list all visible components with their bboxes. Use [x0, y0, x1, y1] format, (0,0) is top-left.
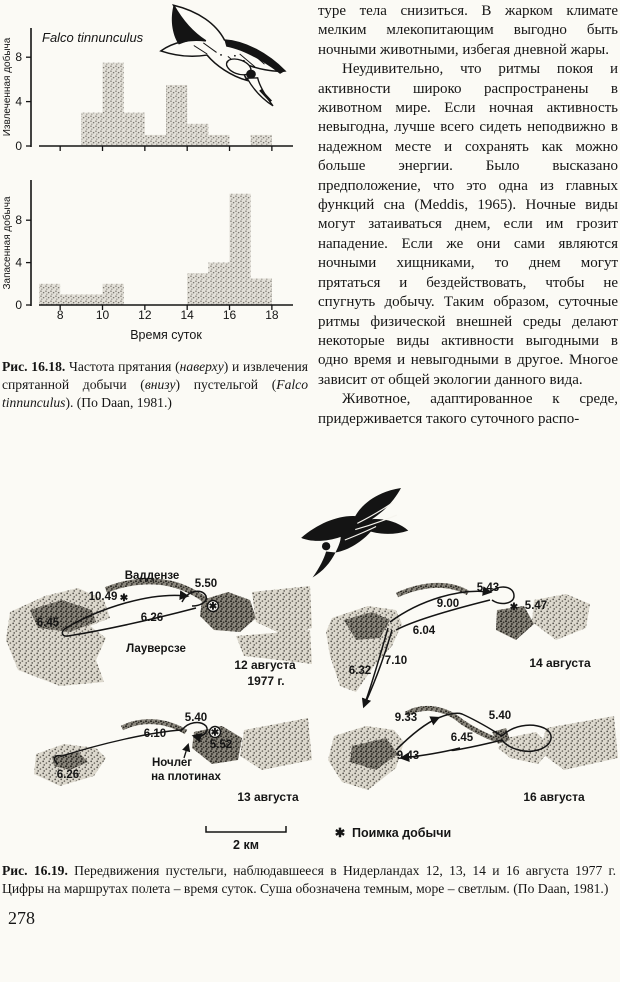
hist-bar [81, 113, 102, 146]
page-number: 278 [8, 908, 35, 928]
prey-capture-marker: ✱ [119, 593, 129, 604]
time-label: 5.47 [524, 600, 548, 612]
place-label-waddenzee: Ваддензе [124, 570, 180, 582]
hist-bar [166, 85, 187, 146]
time-label: 5.52 [209, 739, 233, 751]
caption-text: Частота прятания ( [65, 359, 180, 374]
time-label: 6.32 [348, 665, 372, 677]
time-label: 6.45 [450, 732, 474, 744]
legend-label: Поимка добычи [352, 826, 452, 840]
time-label: 10.49 [88, 591, 118, 603]
time-label: 5.40 [488, 710, 512, 722]
x-tick-label: 16 [222, 308, 237, 322]
falcon-head [322, 542, 330, 550]
place-label-lauwerszee: Лауверсзе [126, 643, 186, 655]
scale-bar [206, 826, 286, 852]
paragraph: Неудивительно, что ритмы покоя и активности широко распространены в животном мире. Если ночная активность невыгодна, лучше всего сидеть неподвижно в надежном месте и сохранять как можно больше энергии. Было высказано предположение, что это одна из главных функций сна (Meddis, 1965). Ночные виды могут затаиваться днем, если им грозит нападение. Если же они сами являются ночными хищниками, то днем могут прятаться и бездействовать, чтобы не спугнуть добычу. Таким образом, суточные ритмы физической внешней среды делают некоторые виды активности выгодными в одно время и невыгодными в другое. Многое зависит от общей экологии данного вида. [318, 61, 618, 388]
body-text-column [318, 2, 618, 454]
x-tick-label: 8 [56, 308, 64, 322]
y-tick-label: 4 [15, 94, 22, 109]
land-mass [240, 718, 312, 770]
hist-bar [230, 194, 251, 305]
time-label: 9.00 [436, 598, 460, 610]
x-tick-label: 18 [265, 308, 279, 322]
hist-bar [39, 284, 60, 305]
time-label: 5.50 [194, 578, 218, 590]
y-axis-label: Запасенная добыча [2, 196, 13, 290]
date-label: 16 августа [523, 790, 585, 804]
prey-capture-marker: ✱ [509, 602, 519, 613]
hist-bar [187, 273, 208, 305]
hist-bar [103, 284, 124, 305]
map-panel-aug14 [326, 582, 591, 706]
time-label: 6.45 [36, 617, 60, 629]
paragraph: Животное, адаптированное к среде, придерживается такого суточного распо- [318, 391, 618, 427]
prey-capture-marker: ✱ [210, 727, 220, 739]
x-tick-label: 12 [138, 308, 152, 322]
x-axis-label: Время суток [130, 328, 202, 342]
caption-text: ) и извлечения спрятанной добычи ( [2, 359, 309, 392]
time-label: 9.43 [396, 750, 420, 762]
map-panel-aug13 [34, 712, 312, 804]
hist-bar [208, 263, 229, 305]
time-label: 6.10 [143, 728, 167, 740]
caption-text: ). (По Daan, 1981.) [65, 394, 172, 410]
y-tick-label: 0 [15, 139, 22, 153]
map-legend [335, 826, 451, 840]
figure-16-18-caption [2, 358, 308, 411]
scale-bar-label: 2 км [233, 838, 259, 852]
hist-bar [124, 113, 145, 146]
time-label: 6.26 [140, 612, 164, 624]
time-label: 6.04 [412, 625, 436, 637]
species-label: Falco tinnunculus [42, 30, 144, 45]
prey-capture-marker: ✱ [334, 826, 346, 840]
y-tick-label: 8 [15, 50, 22, 65]
scale-bar-bracket [206, 826, 286, 832]
figure-16-18-histograms [0, 0, 312, 352]
x-tick-label: 14 [180, 308, 194, 322]
y-tick-label: 4 [15, 255, 22, 270]
hist-bar [187, 124, 208, 146]
hist-bar [103, 63, 124, 146]
hist-bar [145, 135, 166, 146]
falcon-silhouette [301, 488, 408, 552]
caption-label: Рис. 16.18. [2, 359, 66, 374]
time-label: 7.10 [384, 655, 408, 667]
figure-16-19-maps [0, 460, 620, 860]
caption-text: Передвижения пустельги, наблюдавшееся в Нидерландах 12, 13, 14 и 16 августа 1977 г. Цифры на маршрутах полета – время суток. Суша обозначена темным, море – светлым. (По Daan, 1981.) [2, 863, 617, 896]
hist-bar [60, 294, 81, 305]
hist-bar [81, 294, 102, 305]
hist-bar [208, 135, 229, 146]
roost-label: Ночлег [151, 757, 193, 769]
date-label: 13 августа [237, 790, 299, 804]
caption-italic: Falco tinnunculus [2, 376, 308, 410]
time-label: 6.26 [56, 769, 80, 781]
y-tick-label: 8 [15, 213, 22, 228]
date-label: 14 августа [529, 656, 591, 670]
date-label: 12 августа [234, 658, 296, 672]
caption-italic: наверху [179, 359, 224, 374]
map-panel-aug12 [6, 570, 312, 688]
land-mass [252, 586, 312, 636]
land-mass [540, 716, 618, 770]
figure-16-19-caption [2, 862, 616, 898]
time-label: 5.40 [184, 712, 208, 724]
caption-label: Рис. 16.19. [2, 863, 68, 878]
time-label: 5.43 [476, 582, 500, 594]
y-axis-label: Извлеченная добыча [2, 37, 13, 137]
caption-italic: внизу [144, 376, 176, 392]
hist-bar [251, 135, 272, 146]
time-label: 9.33 [394, 712, 418, 724]
prey-capture-marker: ✱ [208, 601, 218, 613]
roost-label: на плотинах [151, 771, 221, 783]
hist-bar [251, 279, 272, 306]
paragraph: туре тела снизиться. В жарком климате мелким млекопитающим выгодно быть ночными животными, избегая дневной жары. [318, 3, 618, 58]
y-tick-label: 0 [15, 298, 22, 312]
caption-text: ) пустельгой ( [175, 376, 277, 392]
falcon-tail [313, 551, 336, 577]
falcon-drawing-middle [301, 488, 408, 577]
x-tick-label: 10 [95, 308, 110, 322]
map-panel-aug16 [328, 708, 618, 804]
date-label: 1977 г. [247, 674, 285, 688]
